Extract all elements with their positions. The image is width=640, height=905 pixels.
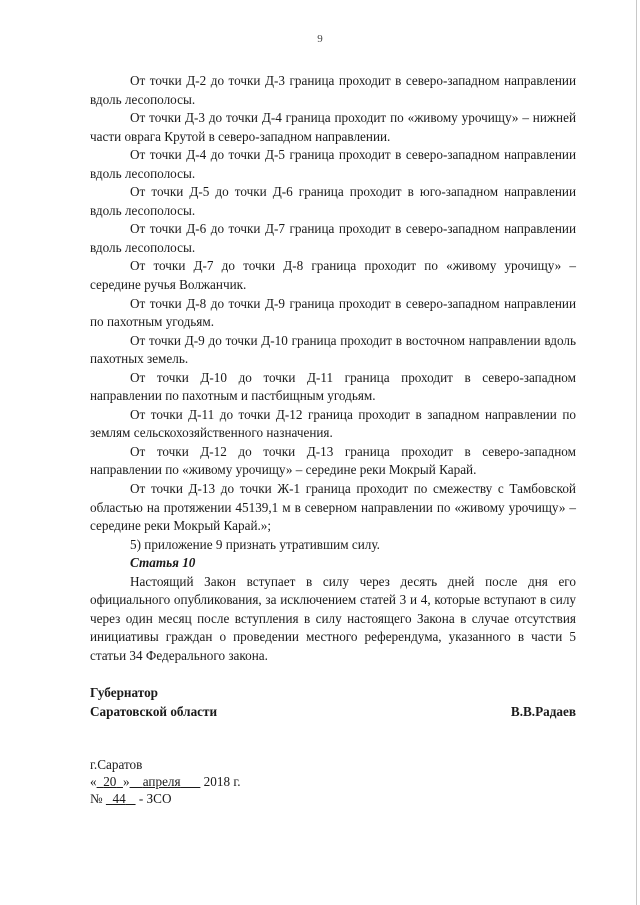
number-prefix: № [90,791,103,806]
date-year: 2018 г. [203,774,241,789]
signatory-title-line2: Саратовской области [90,703,218,719]
date-month: апреля [142,774,181,789]
paragraph: От точки Д-7 до точки Д-8 граница проходит по «живому урочищу» – середине ручья Волжанчик. [90,258,576,293]
number-value: 44 [112,791,126,806]
paragraph: От точки Д-2 до точки Д-3 граница проходит в северо-западном направлении вдоль лесополосы. [90,73,576,107]
article-text: Настоящий Закон вступает в силу через десять дней после дня его официального опубликования, за исключением статей 3 и 4, которые вступают в силу через один месяц после вступления в силу настоящего Закона в случае отсутствия инициативы граждан о проведении местного референдума, указанного в части 5 статьи 34 Федерального закона. [90,573,576,663]
paragraph: От точки Д-3 до точки Д-4 граница проходит по «живому урочищу» – нижней части оврага Крутой в северо-западном направлении. [90,110,576,144]
paragraph: От точки Д-5 до точки Д-6 граница проходит в юго-западном направлении вдоль лесополосы. [90,184,576,218]
signatory-name: В.В.Радаев [510,703,576,719]
paragraph: От точки Д-9 до точки Д-10 граница проходит в восточном направлении вдоль пахотных земель. [90,332,576,367]
document-body [90,72,576,666]
paragraph: От точки Д-4 до точки Д-5 граница проходит в северо-западном направлении вдоль лесополосы. [90,147,576,181]
paragraph: От точки Д-13 до точки Ж-1 граница проходит по смежеству с Тамбовской областью на протяжении 45139,1 м в северном направлении по «живому урочищу» – середине реки Мокрый Карай.»; [90,481,576,534]
paragraph: От точки Д-11 до точки Д-12 граница проходит в западном направлении по землям сельскохозяйственного назначения. [90,406,576,441]
paragraph: От точки Д-8 до точки Д-9 граница проходит в северо-западном направлении по пахотным угодьям. [90,295,576,330]
date-quote-open: « [90,774,97,789]
paragraph: 5) приложение 9 признать утратившим силу. [130,536,380,552]
signature-block [90,684,576,721]
date-day: 20 [103,774,117,789]
date-line [90,773,241,790]
signatory-title-line1: Губернатор [90,685,158,700]
page-number: 9 [317,33,323,45]
city: г.Саратов [90,757,143,772]
paragraph: От точки Д-6 до точки Д-7 граница проходит в северо-западном направлении вдоль лесополосы. [90,221,576,255]
number-suffix: - ЗСО [138,791,172,806]
number-line [90,790,241,807]
paragraph: От точки Д-10 до точки Д-11 граница проходит в северо-западном направлении по пахотным и пастбищным угодьям. [90,369,576,404]
paragraph: От точки Д-12 до точки Д-13 граница проходит в северо-западном направлении по «живому урочищу» – середине реки Мокрый Карай. [90,443,576,478]
scan-edge-line [636,0,637,905]
article-title: Статья 10 [130,555,196,571]
document-footer [90,756,241,807]
date-quote-close: » [122,774,130,789]
